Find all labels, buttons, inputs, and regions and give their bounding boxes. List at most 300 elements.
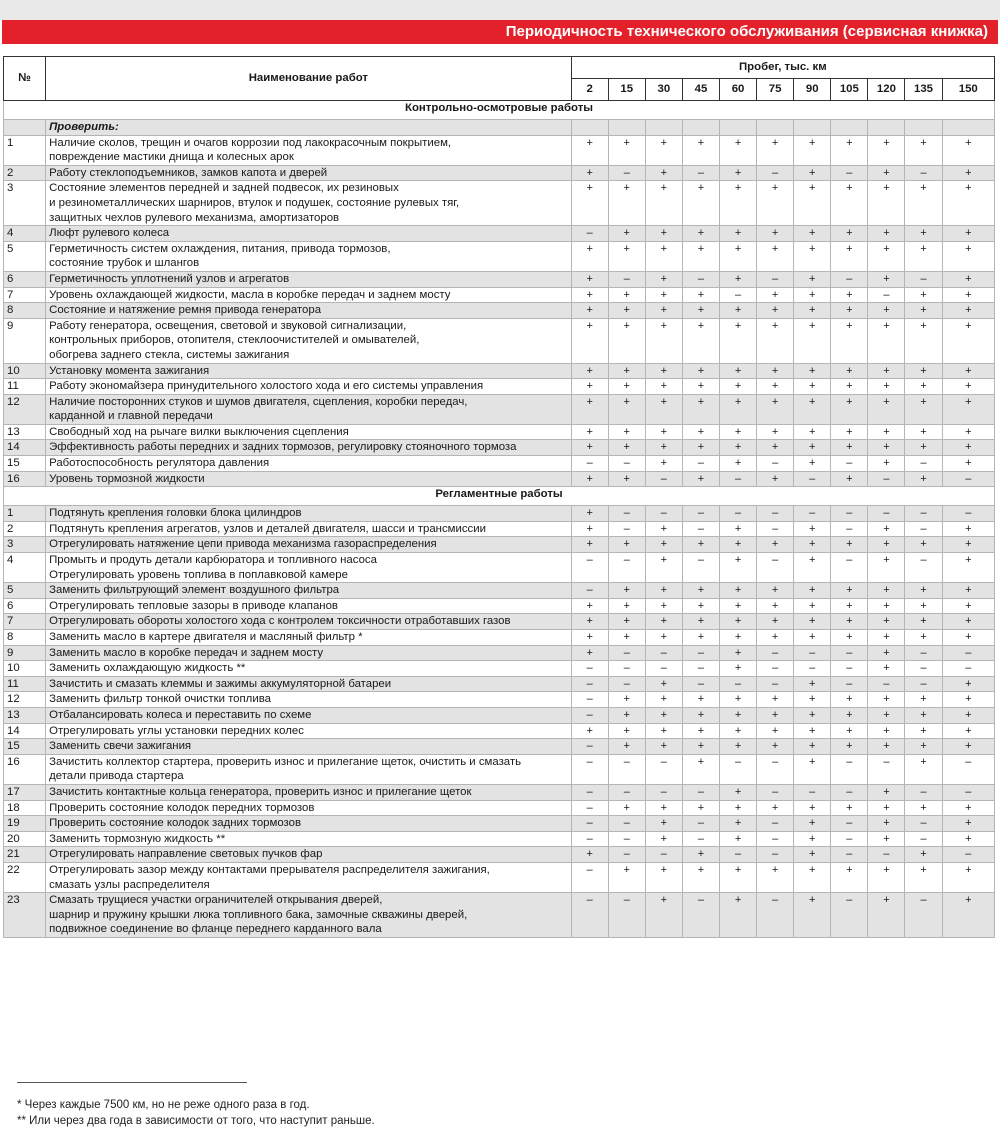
mark-cell: +: [794, 241, 831, 271]
mark-cell: +: [682, 440, 719, 456]
mark-cell: –: [905, 521, 942, 537]
mark-cell: –: [905, 553, 942, 583]
row-number: 22: [4, 862, 46, 892]
mark-cell: +: [682, 135, 719, 165]
mark-cell: –: [720, 471, 757, 487]
mark-cell: +: [645, 707, 682, 723]
mark-cell: +: [720, 440, 757, 456]
row-number: 7: [4, 287, 46, 303]
mark-cell: +: [794, 521, 831, 537]
mark-cell: +: [645, 363, 682, 379]
header-mileage-120: 120: [868, 79, 905, 101]
mark-cell: +: [942, 303, 994, 319]
mark-cell: +: [868, 379, 905, 395]
table-row: [4, 831, 995, 847]
mark-cell: +: [608, 692, 645, 708]
mark-cell: +: [794, 303, 831, 319]
work-description: [46, 181, 572, 226]
work-description: [46, 847, 572, 863]
table-row: [4, 598, 995, 614]
mark-cell: +: [942, 553, 994, 583]
mark-cell: +: [794, 739, 831, 755]
mark-cell: –: [720, 676, 757, 692]
mark-cell: +: [831, 363, 868, 379]
work-description: [46, 440, 572, 456]
mark-cell: –: [571, 661, 608, 677]
mark-cell: +: [905, 598, 942, 614]
mark-cell: +: [571, 271, 608, 287]
mark-cell: +: [868, 537, 905, 553]
work-description-line: Установку момента зажигания: [49, 364, 210, 377]
mark-cell: +: [608, 379, 645, 395]
work-description: [46, 394, 572, 424]
subheading-empty-cell: [608, 120, 645, 136]
work-description: [46, 862, 572, 892]
subheading-empty-cell: [757, 120, 794, 136]
mark-cell: +: [794, 598, 831, 614]
mark-cell: +: [645, 456, 682, 472]
mark-cell: –: [608, 506, 645, 522]
mark-cell: +: [905, 754, 942, 784]
work-description: [46, 506, 572, 522]
mark-cell: +: [831, 537, 868, 553]
mark-cell: +: [720, 318, 757, 363]
mark-cell: +: [571, 318, 608, 363]
table-row: [4, 754, 995, 784]
table-row: [4, 165, 995, 181]
mark-cell: +: [794, 893, 831, 938]
work-description: [46, 135, 572, 165]
work-description: [46, 645, 572, 661]
mark-cell: +: [831, 583, 868, 599]
row-number: 9: [4, 318, 46, 363]
mark-cell: +: [682, 471, 719, 487]
work-description: [46, 553, 572, 583]
mark-cell: +: [942, 165, 994, 181]
mark-cell: +: [942, 287, 994, 303]
mark-cell: +: [645, 692, 682, 708]
table-row: [4, 630, 995, 646]
work-description-line: Подтянуть крепления агрегатов, узлов и деталей двигателя, шасси и трансмиссии: [49, 522, 486, 535]
mark-cell: +: [720, 614, 757, 630]
mark-cell: –: [942, 784, 994, 800]
mark-cell: +: [571, 363, 608, 379]
mark-cell: –: [942, 471, 994, 487]
mark-cell: +: [831, 226, 868, 242]
header-number: №: [4, 57, 46, 101]
work-description-line: Заменить фильтр тонкой очистки топлива: [49, 693, 271, 706]
maintenance-table: [3, 56, 995, 938]
mark-cell: +: [905, 723, 942, 739]
mark-cell: –: [608, 816, 645, 832]
row-number: 4: [4, 553, 46, 583]
work-description-line: детали привода стартера: [49, 770, 184, 783]
row-number: 9: [4, 645, 46, 661]
mark-cell: +: [645, 379, 682, 395]
table-row: [4, 537, 995, 553]
row-number: 12: [4, 394, 46, 424]
work-description-line: Отрегулировать углы установки передних колес: [49, 724, 304, 737]
table-row: [4, 707, 995, 723]
footnote-2: ** Или через два года в зависимости от того, что наступит раньше.: [17, 1115, 375, 1127]
mark-cell: +: [905, 318, 942, 363]
row-number: 21: [4, 847, 46, 863]
mark-cell: +: [868, 135, 905, 165]
row-number: 1: [4, 135, 46, 165]
mark-cell: +: [571, 181, 608, 226]
row-number: 4: [4, 226, 46, 242]
row-number: 19: [4, 816, 46, 832]
mark-cell: +: [794, 271, 831, 287]
mark-cell: +: [831, 692, 868, 708]
work-description-line: Проверить состояние колодок передних тормозов: [49, 801, 315, 814]
mark-cell: –: [868, 287, 905, 303]
mark-cell: +: [720, 226, 757, 242]
mark-cell: +: [757, 800, 794, 816]
subheading-empty-cell: [645, 120, 682, 136]
mark-cell: +: [831, 598, 868, 614]
top-strip: [0, 0, 1000, 20]
mark-cell: –: [794, 661, 831, 677]
row-number: 15: [4, 456, 46, 472]
mark-cell: +: [794, 135, 831, 165]
work-description: [46, 614, 572, 630]
mark-cell: +: [608, 583, 645, 599]
row-number: 7: [4, 614, 46, 630]
table-row: [4, 379, 995, 395]
mark-cell: +: [794, 440, 831, 456]
mark-cell: –: [682, 456, 719, 472]
mark-cell: +: [608, 394, 645, 424]
mark-cell: +: [682, 181, 719, 226]
mark-cell: +: [942, 226, 994, 242]
table-row: [4, 318, 995, 363]
mark-cell: +: [645, 394, 682, 424]
mark-cell: +: [868, 553, 905, 583]
mark-cell: –: [682, 661, 719, 677]
mark-cell: –: [571, 676, 608, 692]
mark-cell: +: [757, 537, 794, 553]
work-description: [46, 424, 572, 440]
row-number: 23: [4, 893, 46, 938]
mark-cell: +: [720, 645, 757, 661]
mark-cell: +: [571, 165, 608, 181]
mark-cell: +: [608, 598, 645, 614]
mark-cell: +: [942, 707, 994, 723]
work-description-line: Зачистить и смазать клеммы и зажимы аккумуляторной батареи: [49, 677, 392, 690]
mark-cell: +: [831, 630, 868, 646]
mark-cell: +: [794, 800, 831, 816]
table-row: [4, 241, 995, 271]
mark-cell: +: [571, 537, 608, 553]
mark-cell: –: [682, 165, 719, 181]
row-number: 20: [4, 831, 46, 847]
mark-cell: +: [720, 303, 757, 319]
row-number: 14: [4, 723, 46, 739]
work-description: [46, 456, 572, 472]
work-description-line: Состояние элементов передней и задней подвесок, их резиновых: [49, 182, 399, 195]
mark-cell: +: [571, 287, 608, 303]
mark-cell: +: [942, 676, 994, 692]
mark-cell: +: [682, 379, 719, 395]
mark-cell: +: [868, 583, 905, 599]
mark-cell: –: [831, 661, 868, 677]
mark-cell: –: [645, 847, 682, 863]
subheading-empty-cell: [868, 120, 905, 136]
mark-cell: –: [608, 661, 645, 677]
work-description-line: Уровень охлаждающей жидкости, масла в коробке передач и заднем мосту: [49, 288, 451, 301]
work-description: [46, 831, 572, 847]
work-description-line: Люфт рулевого колеса: [49, 227, 170, 240]
header-mileage: Пробег, тыс. км: [571, 57, 994, 79]
mark-cell: +: [682, 537, 719, 553]
mark-cell: +: [682, 692, 719, 708]
mark-cell: +: [831, 379, 868, 395]
header-mileage-30: 30: [645, 79, 682, 101]
mark-cell: –: [682, 676, 719, 692]
mark-cell: +: [571, 471, 608, 487]
mark-cell: +: [942, 363, 994, 379]
mark-cell: –: [682, 893, 719, 938]
work-description-line: Работу стеклоподъемников, замков капота и дверей: [49, 166, 328, 179]
mark-cell: +: [942, 816, 994, 832]
work-description-line: обогрева заднего стекла, системы зажигания: [49, 348, 290, 361]
mark-cell: –: [682, 816, 719, 832]
mark-cell: +: [757, 707, 794, 723]
row-number: 3: [4, 537, 46, 553]
mark-cell: +: [645, 862, 682, 892]
table-row: [4, 506, 995, 522]
work-description-line: защитных чехлов рулевого механизма, амортизаторов: [49, 211, 340, 224]
mark-cell: –: [757, 816, 794, 832]
mark-cell: +: [571, 645, 608, 661]
mark-cell: +: [831, 135, 868, 165]
table-row: [4, 784, 995, 800]
work-description-line: Смазать трущиеся участки ограничителей открывания дверей,: [49, 894, 383, 907]
mark-cell: –: [757, 754, 794, 784]
mark-cell: +: [942, 537, 994, 553]
mark-cell: –: [831, 676, 868, 692]
mark-cell: +: [905, 630, 942, 646]
mark-cell: +: [645, 318, 682, 363]
mark-cell: +: [757, 363, 794, 379]
mark-cell: +: [720, 135, 757, 165]
footnote-divider: [17, 1082, 247, 1083]
mark-cell: –: [831, 816, 868, 832]
header-mileage-90: 90: [794, 79, 831, 101]
mark-cell: +: [868, 661, 905, 677]
work-description: [46, 784, 572, 800]
mark-cell: +: [608, 303, 645, 319]
mark-cell: +: [757, 226, 794, 242]
work-description-line: Отрегулировать направление световых пучков фар: [49, 848, 323, 861]
mark-cell: –: [794, 784, 831, 800]
mark-cell: +: [645, 287, 682, 303]
mark-cell: +: [831, 800, 868, 816]
table-row: [4, 847, 995, 863]
work-description-line: Наличие сколов, трещин и очагов коррозии под лакокрасочным покрытием,: [49, 136, 452, 149]
work-description: [46, 754, 572, 784]
mark-cell: +: [645, 226, 682, 242]
work-description: [46, 241, 572, 271]
work-description-line: Отбалансировать колеса и переставить по схеме: [49, 708, 312, 721]
row-number: 8: [4, 303, 46, 319]
mark-cell: +: [645, 816, 682, 832]
mark-cell: +: [608, 707, 645, 723]
mark-cell: +: [720, 537, 757, 553]
mark-cell: –: [571, 456, 608, 472]
mark-cell: –: [905, 506, 942, 522]
mark-cell: +: [682, 287, 719, 303]
row-number: 11: [4, 676, 46, 692]
work-description: [46, 816, 572, 832]
work-description-line: карданной и главной передачи: [49, 410, 213, 423]
table-row: [4, 303, 995, 319]
mark-cell: +: [868, 862, 905, 892]
mark-cell: +: [831, 862, 868, 892]
row-number: 17: [4, 784, 46, 800]
mark-cell: +: [942, 583, 994, 599]
mark-cell: +: [645, 521, 682, 537]
mark-cell: +: [682, 318, 719, 363]
mark-cell: +: [682, 739, 719, 755]
mark-cell: +: [868, 692, 905, 708]
mark-cell: +: [868, 598, 905, 614]
mark-cell: +: [720, 816, 757, 832]
work-description: [46, 303, 572, 319]
mark-cell: +: [720, 181, 757, 226]
table-row: [4, 456, 995, 472]
mark-cell: +: [794, 287, 831, 303]
table-row: [4, 661, 995, 677]
mark-cell: +: [831, 241, 868, 271]
mark-cell: –: [571, 739, 608, 755]
mark-cell: +: [720, 739, 757, 755]
row-number: 16: [4, 754, 46, 784]
mark-cell: +: [757, 723, 794, 739]
mark-cell: –: [831, 456, 868, 472]
table-row: [4, 893, 995, 938]
mark-cell: +: [645, 893, 682, 938]
mark-cell: –: [645, 754, 682, 784]
work-description-line: Зачистить коллектор стартера, проверить износ и прилегание щеток, очистить и смазать: [49, 755, 522, 768]
mark-cell: +: [645, 181, 682, 226]
mark-cell: –: [571, 692, 608, 708]
table-row: [4, 739, 995, 755]
mark-cell: +: [942, 440, 994, 456]
work-description: [46, 226, 572, 242]
mark-cell: +: [571, 303, 608, 319]
mark-cell: +: [608, 181, 645, 226]
mark-cell: +: [608, 739, 645, 755]
mark-cell: +: [831, 723, 868, 739]
mark-cell: +: [868, 440, 905, 456]
mark-cell: +: [608, 226, 645, 242]
mark-cell: +: [942, 241, 994, 271]
mark-cell: +: [905, 537, 942, 553]
work-description-line: Наличие посторонних стуков и шумов двигателя, сцепления, коробки передач,: [49, 395, 468, 408]
work-description-line: Отрегулировать тепловые зазоры в приводе клапанов: [49, 599, 338, 612]
mark-cell: +: [571, 598, 608, 614]
work-description-line: Свободный ход на рычаге вилки выключения сцепления: [49, 425, 349, 438]
mark-cell: +: [794, 456, 831, 472]
mark-cell: +: [905, 226, 942, 242]
mark-cell: +: [571, 135, 608, 165]
mark-cell: +: [571, 847, 608, 863]
mark-cell: +: [942, 181, 994, 226]
mark-cell: +: [868, 456, 905, 472]
mark-cell: +: [608, 800, 645, 816]
mark-cell: +: [720, 241, 757, 271]
mark-cell: +: [905, 181, 942, 226]
table-row: [4, 645, 995, 661]
mark-cell: +: [831, 181, 868, 226]
table-row: [4, 424, 995, 440]
mark-cell: +: [905, 424, 942, 440]
mark-cell: +: [794, 553, 831, 583]
table-row: [4, 226, 995, 242]
work-description-line: и резинометаллических шарниров, втулок и подушек, состояние рулевых тяг,: [49, 196, 460, 209]
mark-cell: +: [942, 271, 994, 287]
mark-cell: +: [571, 424, 608, 440]
mark-cell: –: [757, 521, 794, 537]
mark-cell: +: [682, 394, 719, 424]
table-row: [4, 553, 995, 583]
work-description-line: Работу экономайзера принудительного холостого хода и его системы управления: [49, 380, 484, 393]
mark-cell: –: [905, 816, 942, 832]
mark-cell: +: [942, 800, 994, 816]
work-description: [46, 893, 572, 938]
mark-cell: –: [608, 676, 645, 692]
work-description-line: Подтянуть крепления головки блока цилиндров: [49, 507, 302, 520]
header-mileage-45: 45: [682, 79, 719, 101]
mark-cell: +: [831, 614, 868, 630]
mark-cell: +: [831, 287, 868, 303]
mark-cell: +: [682, 800, 719, 816]
subheading-empty-cell: [831, 120, 868, 136]
mark-cell: +: [794, 754, 831, 784]
mark-cell: +: [608, 862, 645, 892]
mark-cell: –: [571, 707, 608, 723]
work-description: [46, 583, 572, 599]
mark-cell: +: [868, 303, 905, 319]
table-row: [4, 181, 995, 226]
mark-cell: –: [571, 893, 608, 938]
header-mileage-15: 15: [608, 79, 645, 101]
table-row: [4, 692, 995, 708]
mark-cell: +: [794, 318, 831, 363]
work-description-line: Промыть и продуть детали карбюратора и топливного насоса: [49, 554, 377, 567]
mark-cell: +: [757, 862, 794, 892]
mark-cell: +: [720, 707, 757, 723]
mark-cell: +: [608, 318, 645, 363]
mark-cell: –: [757, 893, 794, 938]
row-number: 2: [4, 521, 46, 537]
mark-cell: +: [682, 598, 719, 614]
mark-cell: +: [645, 135, 682, 165]
mark-cell: +: [720, 456, 757, 472]
work-description-line: Заменить фильтрующий элемент воздушного фильтра: [49, 584, 340, 597]
work-description-line: Отрегулировать обороты холостого хода с контролем токсичности отработавших газов: [49, 615, 511, 628]
mark-cell: –: [757, 847, 794, 863]
work-description-line: Состояние и натяжение ремня привода генератора: [49, 304, 322, 317]
mark-cell: +: [942, 893, 994, 938]
work-description-line: Отрегулировать зазор между контактами прерывателя распределителя зажигания,: [49, 863, 490, 876]
mark-cell: +: [757, 181, 794, 226]
mark-cell: +: [831, 303, 868, 319]
mark-cell: –: [757, 831, 794, 847]
work-description-line: Зачистить контактные кольца генератора, проверить износ и прилегание щеток: [49, 785, 472, 798]
